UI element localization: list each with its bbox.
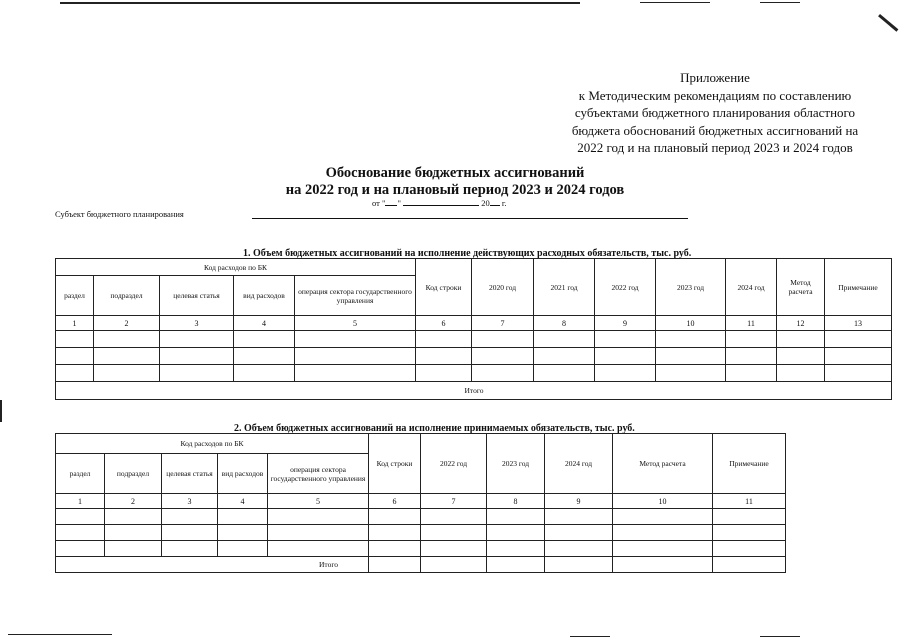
subject-label: Субъект бюджетного планирования [55,209,184,219]
header-cell: операция сектора государственного управления [268,454,369,494]
table-row [56,331,892,348]
title-line-2: на 2022 год и на плановый период 2023 и 2024 годов [285,182,625,198]
header-cell: Метод расчета [777,259,825,316]
header-cell: 2023 год [487,434,545,494]
appendix-line: Приложение [680,70,750,85]
section1-table [55,258,892,400]
header-cell: раздел [56,454,105,494]
column-number: 10 [613,494,713,509]
header-cell: 2021 год [534,259,595,316]
header-cell: целевая статья [162,454,218,494]
header-cell: 2024 год [726,259,777,316]
column-number: 4 [234,316,295,331]
column-number: 9 [545,494,613,509]
date-month-blank [403,197,479,206]
table-row [56,365,892,382]
total-label: Итого [56,382,892,400]
bk-code-group-header: Код расходов по БК [56,434,369,454]
scan-edge-left [0,400,2,422]
date-day-blank [385,197,397,206]
subject-blank-line [252,218,688,219]
header-cell: вид расходов [234,276,295,316]
date-prefix: от " [372,198,386,208]
header-cell: подраздел [94,276,160,316]
header-cell: 2024 год [545,434,613,494]
column-number: 10 [656,316,726,331]
appendix-block [520,69,905,157]
header-cell: Код строки [416,259,472,316]
scan-corner-mark [878,14,898,32]
scan-edge-bottom-right [570,636,610,637]
scan-edge-bottom-right2 [760,636,800,637]
total-label: Итого [56,557,369,573]
column-number: 2 [105,494,162,509]
column-number: 12 [777,316,825,331]
table-row [56,509,786,525]
total-row [56,557,786,573]
appendix-line: субъектами бюджетного планирования областного [574,105,856,120]
table-row [56,348,892,365]
column-number: 7 [421,494,487,509]
bk-code-group-header: Код расходов по БК [56,259,416,276]
column-number: 4 [218,494,268,509]
header-cell: 2023 год [656,259,726,316]
column-number: 2 [94,316,160,331]
scan-edge-top-dash [760,2,800,3]
date-suffix: г. [501,198,507,208]
column-number: 1 [56,494,105,509]
column-number: 3 [162,494,218,509]
column-number: 5 [295,316,416,331]
table-row [56,525,786,541]
column-number: 11 [713,494,786,509]
total-row [56,382,892,400]
section1-title: 1. Объем бюджетных ассигнований на исполнение действующих расходных обязательств, тыс. руб. [243,248,692,259]
column-number: 11 [726,316,777,331]
column-number: 8 [534,316,595,331]
header-cell: операция сектора государственного управления [295,276,416,316]
column-number: 8 [487,494,545,509]
column-number-row [56,494,786,509]
table-row [56,541,786,557]
header-cell: Примечание [713,434,786,494]
header-cell: Метод расчета [613,434,713,494]
header-cell: Код строки [369,434,421,494]
column-number: 9 [595,316,656,331]
header-cell: 2022 год [595,259,656,316]
column-number: 13 [825,316,892,331]
column-number: 3 [160,316,234,331]
section2-title: 2. Объем бюджетных ассигнований на исполнение принимаемых обязательств, тыс. руб. [234,423,635,434]
document-title [240,165,670,199]
column-number-row [56,316,892,331]
column-number: 7 [472,316,534,331]
appendix-line: 2022 год и на плановый период 2023 и 2024 годов [577,140,853,155]
section2-table [55,433,786,573]
header-cell: подраздел [105,454,162,494]
header-cell: 2020 год [472,259,534,316]
header-cell: Примечание [825,259,892,316]
header-cell: 2022 год [421,434,487,494]
appendix-line: к Методическим рекомендациям по составлению [578,87,852,103]
column-number: 6 [416,316,472,331]
scan-edge-top-right [640,2,710,3]
column-number: 1 [56,316,94,331]
column-number: 5 [268,494,369,509]
appendix-line: бюджета обоснований бюджетных ассигнований на [571,122,859,138]
title-line-1: Обоснование бюджетных ассигнований [325,165,585,181]
date-year-blank [490,197,500,206]
header-cell: вид расходов [218,454,268,494]
date-year-prefix: 20 [481,198,490,208]
column-number: 6 [369,494,421,509]
scan-edge-top [60,2,580,4]
header-cell: целевая статья [160,276,234,316]
header-cell: раздел [56,276,94,316]
scan-edge-bottom [8,634,112,635]
date-quote-close: " [397,198,401,208]
date-line [372,197,506,208]
